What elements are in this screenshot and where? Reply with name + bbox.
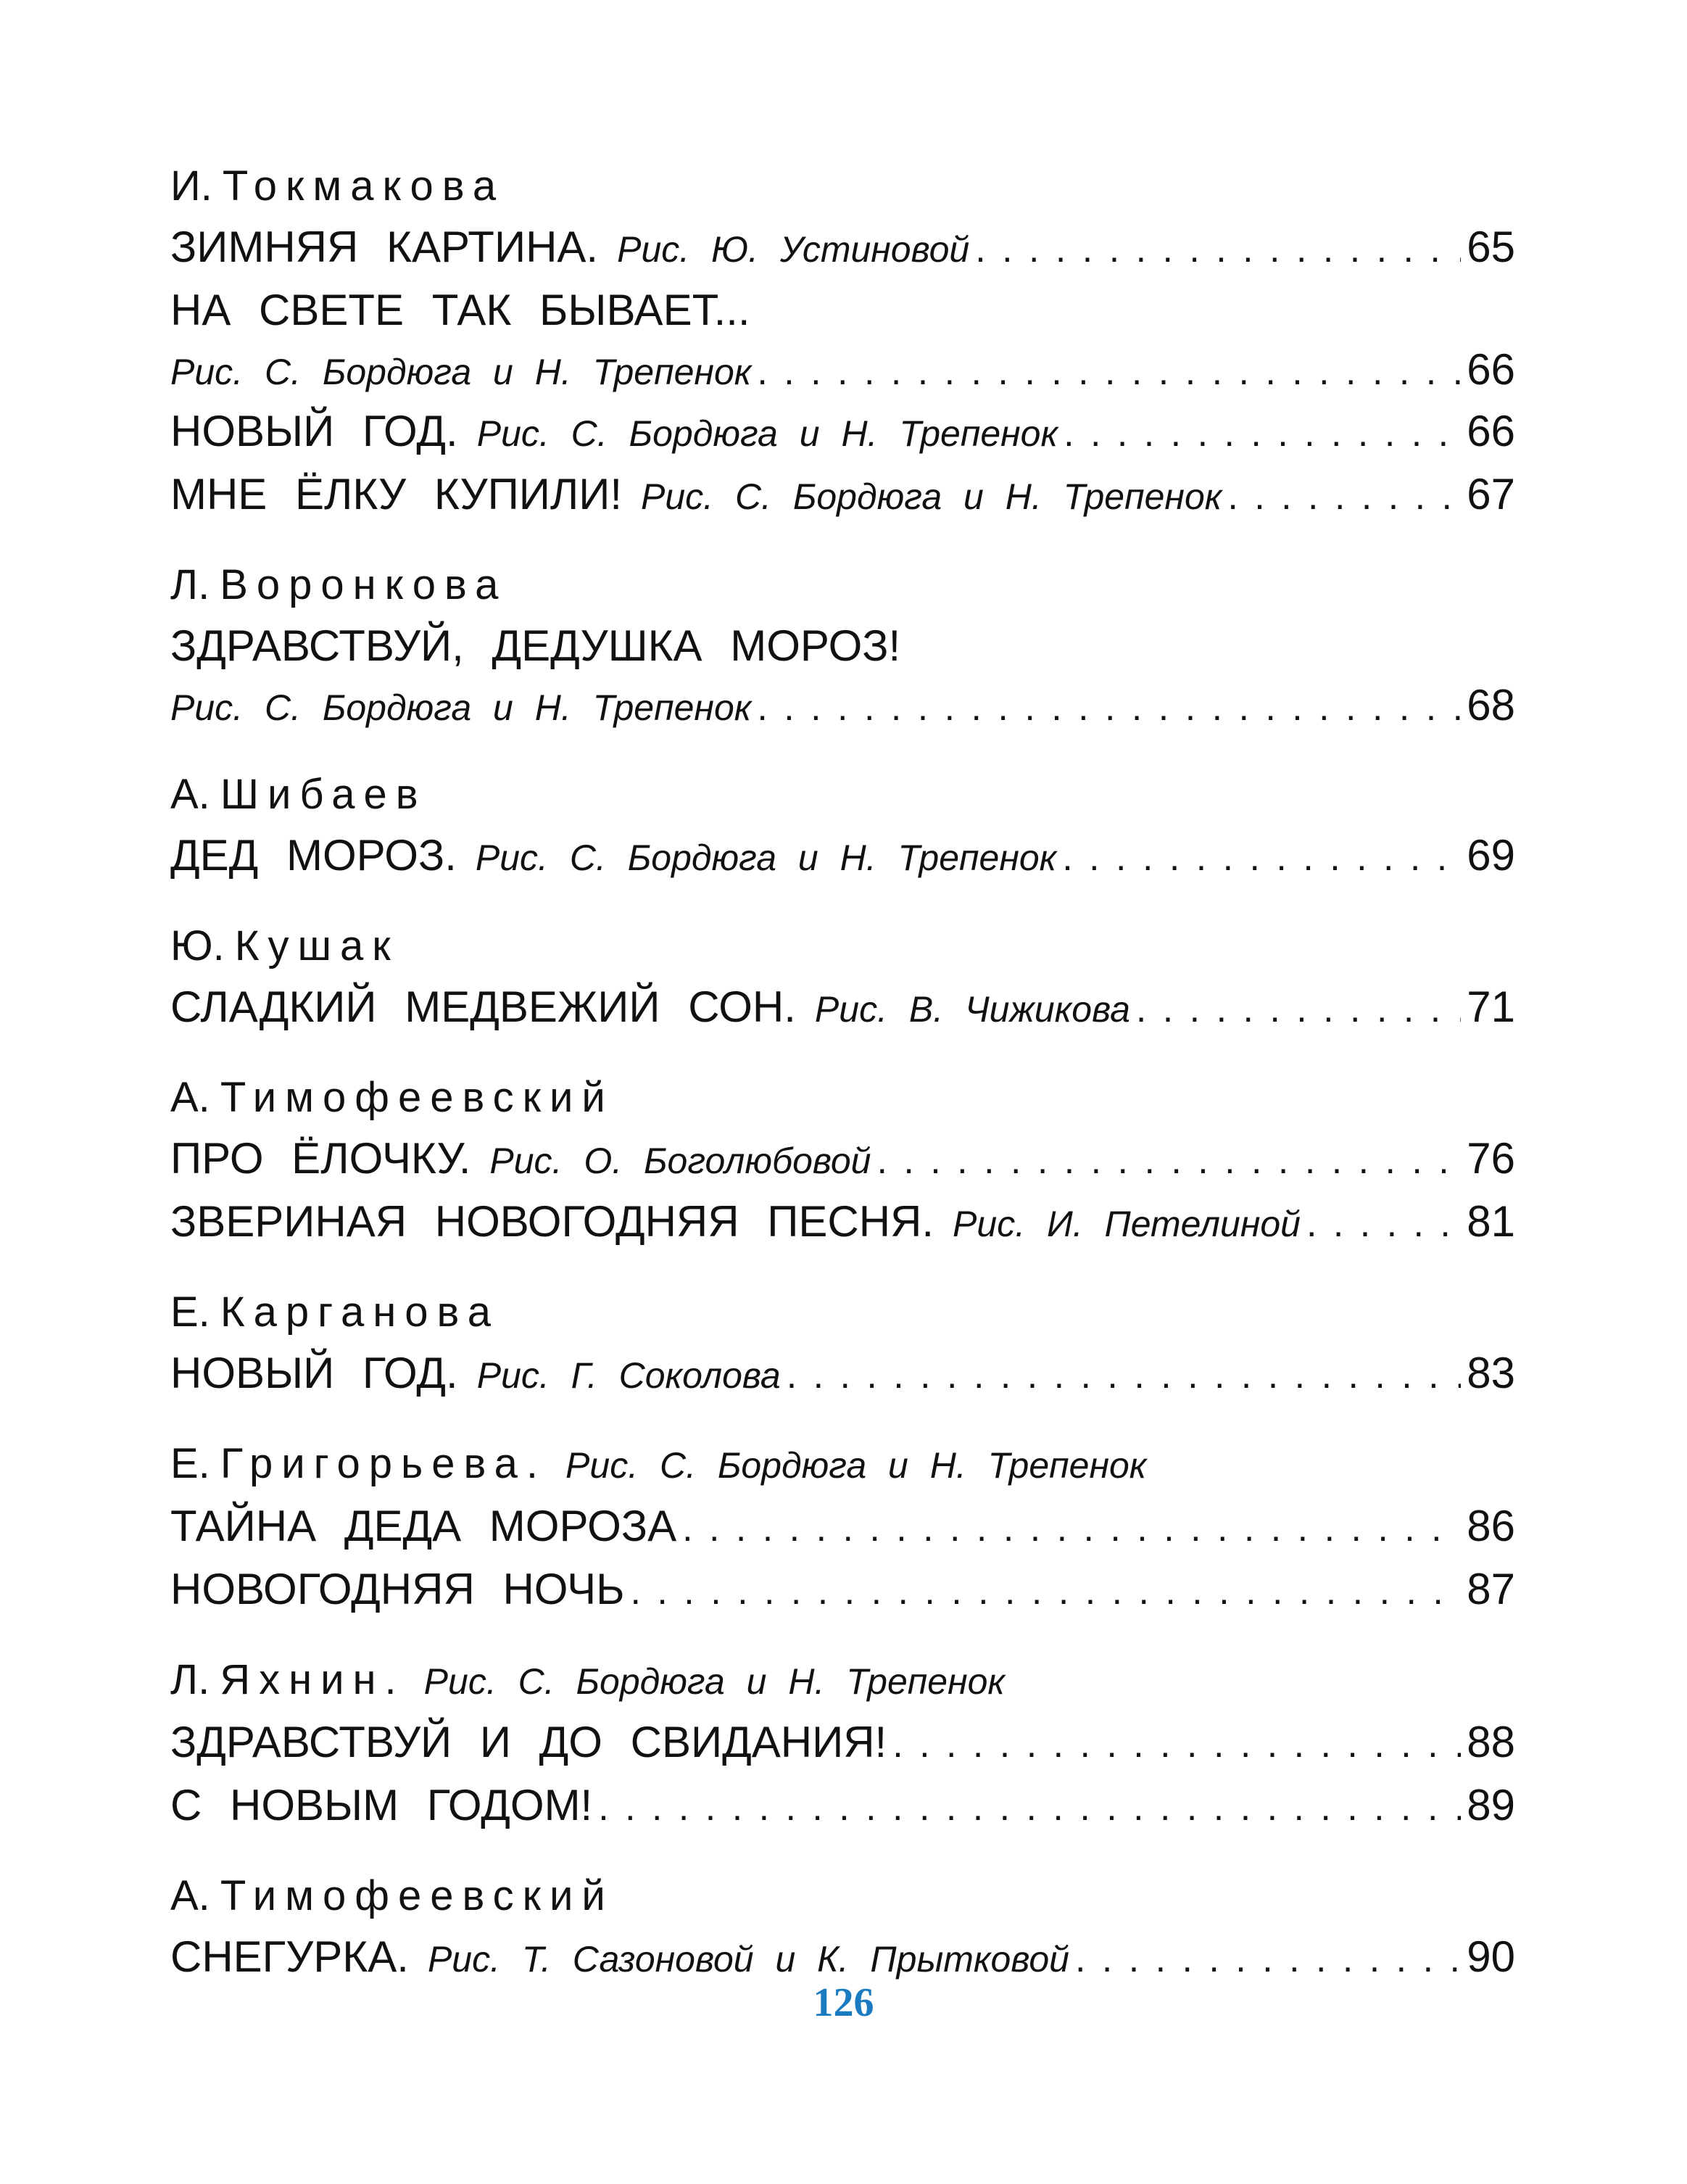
entry-page-number: 89 (1467, 1781, 1515, 1829)
author-surname: Григорьева. (220, 1440, 547, 1487)
entry-page-number: 88 (1467, 1718, 1515, 1766)
entry-illustrator: Рис. Ю. Устиновой (617, 229, 970, 270)
entry-page-number: 66 (1467, 407, 1515, 455)
entry-title: ПРО ЁЛОЧКУ. (170, 1134, 471, 1183)
entry-title: ЗИМНЯЯ КАРТИНА. (170, 223, 599, 271)
entry-illustrator: Рис. Т. Сазоновой и К. Прытковой (427, 1939, 1069, 1980)
toc-author-group (170, 555, 1515, 737)
toc-author-group (170, 1282, 1515, 1406)
toc-entry-continuation (170, 677, 1515, 737)
author-initial: А. (170, 771, 210, 818)
entry-page-number: 69 (1467, 831, 1515, 880)
toc-entry (170, 825, 1515, 888)
entry-title: СНЕГУРКА. (170, 1932, 409, 1981)
author-heading (170, 916, 1515, 977)
entry-page-number: 65 (1467, 223, 1515, 271)
dot-leader (631, 1561, 1462, 1622)
entry-title: МНЕ ЁЛКУ КУПИЛИ! (170, 470, 622, 518)
entry-illustrator: Рис. Г. Соколова (476, 1355, 781, 1396)
author-heading (170, 156, 1515, 217)
entry-illustrator: Рис. С. Бордюга и Н. Трепенок (641, 476, 1222, 517)
author-heading (170, 764, 1515, 825)
dot-leader (877, 1130, 1462, 1191)
toc-entry (170, 977, 1515, 1040)
toc-entry (170, 401, 1515, 464)
entry-page-number: 87 (1467, 1565, 1515, 1613)
entry-page-number: 76 (1467, 1134, 1515, 1183)
entry-page-number: 81 (1467, 1197, 1515, 1246)
dot-leader (598, 1777, 1461, 1838)
dot-leader (682, 1498, 1461, 1559)
entry-illustrator: Рис. С. Бордюга и Н. Трепенок (170, 687, 752, 728)
toc-entry (170, 1712, 1515, 1775)
author-initial: Е. (170, 1289, 210, 1336)
toc-entry (170, 1343, 1515, 1406)
author-heading (170, 1866, 1515, 1927)
toc-author-group (170, 1067, 1515, 1254)
entry-title: НОВОГОДНЯЯ НОЧЬ (170, 1565, 625, 1613)
entry-title: ЗДРАВСТВУЙ, ДЕДУШКА МОРОЗ! (170, 621, 901, 670)
entry-page-number: 86 (1467, 1502, 1515, 1550)
author-initial: А. (170, 1074, 210, 1121)
author-initial: Л. (170, 1656, 210, 1703)
author-heading (170, 1650, 1515, 1712)
author-surname: Шибаев (220, 771, 427, 818)
entry-title: НОВЫЙ ГОД. (170, 407, 458, 455)
toc-entry (170, 1496, 1515, 1559)
toc-entry (170, 1128, 1515, 1191)
toc-entry (170, 464, 1515, 527)
table-of-contents (170, 156, 1515, 2017)
entry-page-number: 71 (1467, 983, 1515, 1031)
toc-author-group (170, 1866, 1515, 1990)
author-initial: А. (170, 1872, 210, 1919)
dot-leader (1306, 1194, 1461, 1254)
author-surname: Тимофеевский (220, 1872, 614, 1919)
author-surname: Тимофеевский (220, 1074, 614, 1121)
dot-leader (757, 343, 1461, 401)
entry-title: С НОВЫМ ГОДОМ! (170, 1781, 593, 1829)
author-heading (170, 1282, 1515, 1343)
toc-entry (170, 280, 1515, 341)
author-surname: Карганова (220, 1289, 500, 1336)
toc-entry-continuation (170, 341, 1515, 401)
entry-illustrator: Рис. В. Чижикова (814, 989, 1130, 1030)
entry-illustrator: Рис. С. Бордюга и Н. Трепенок (476, 413, 1058, 454)
dot-leader (1064, 403, 1461, 464)
author-illustrator: Рис. С. Бордюга и Н. Трепенок (565, 1445, 1147, 1486)
author-surname: Яхнин. (220, 1656, 405, 1703)
entry-page-number: 66 (1467, 345, 1515, 394)
entry-illustrator: Рис. С. Бордюга и Н. Трепенок (170, 352, 752, 392)
toc-entry (170, 1559, 1515, 1622)
entry-illustrator: Рис. И. Петелиной (953, 1204, 1301, 1244)
entry-page-number: 68 (1467, 681, 1515, 729)
author-initial: Ю. (170, 922, 225, 969)
entry-illustrator: Рис. С. Бордюга и Н. Трепенок (475, 837, 1057, 878)
entry-illustrator: Рис. О. Боголюбовой (489, 1141, 871, 1181)
toc-author-group (170, 1434, 1515, 1622)
dot-leader (1227, 466, 1461, 527)
author-surname: Токмакова (222, 162, 505, 210)
entry-title: ЗДРАВСТВУЙ И ДО СВИДАНИЯ! (170, 1718, 887, 1766)
toc-entry (170, 1775, 1515, 1838)
author-illustrator: Рис. С. Бордюга и Н. Трепенок (423, 1661, 1006, 1702)
dot-leader (1136, 979, 1461, 1040)
dot-leader (1062, 827, 1461, 888)
entry-title: НОВЫЙ ГОД. (170, 1349, 458, 1397)
author-heading (170, 1434, 1515, 1496)
toc-entry (170, 1191, 1515, 1254)
toc-author-group (170, 764, 1515, 888)
entry-title: ТАЙНА ДЕДА МОРОЗА (170, 1502, 677, 1550)
toc-author-group (170, 1650, 1515, 1838)
author-heading (170, 1067, 1515, 1128)
page-number: 126 (813, 1980, 874, 2025)
entry-title: ЗВЕРИНАЯ НОВОГОДНЯЯ ПЕСНЯ. (170, 1197, 934, 1246)
entry-title: НА СВЕТЕ ТАК БЫВАЕТ... (170, 286, 750, 334)
toc-entry (170, 616, 1515, 677)
entry-page-number: 83 (1467, 1349, 1515, 1397)
dot-leader (892, 1714, 1461, 1775)
entry-title: ДЕД МОРОЗ. (170, 831, 457, 880)
author-initial: И. (170, 162, 212, 210)
entry-page-number: 90 (1467, 1932, 1515, 1981)
entry-page-number: 67 (1467, 470, 1515, 518)
toc-entry (170, 217, 1515, 280)
dot-leader (975, 219, 1461, 280)
author-heading (170, 555, 1515, 616)
author-initial: Е. (170, 1440, 210, 1487)
author-surname: Кушак (234, 922, 399, 969)
author-initial: Л. (170, 561, 210, 608)
dot-leader (787, 1345, 1462, 1406)
dot-leader (757, 679, 1461, 737)
toc-author-group (170, 916, 1515, 1040)
entry-title: СЛАДКИЙ МЕДВЕЖИЙ СОН. (170, 983, 796, 1031)
toc-author-group (170, 156, 1515, 527)
author-surname: Воронкова (220, 561, 507, 608)
